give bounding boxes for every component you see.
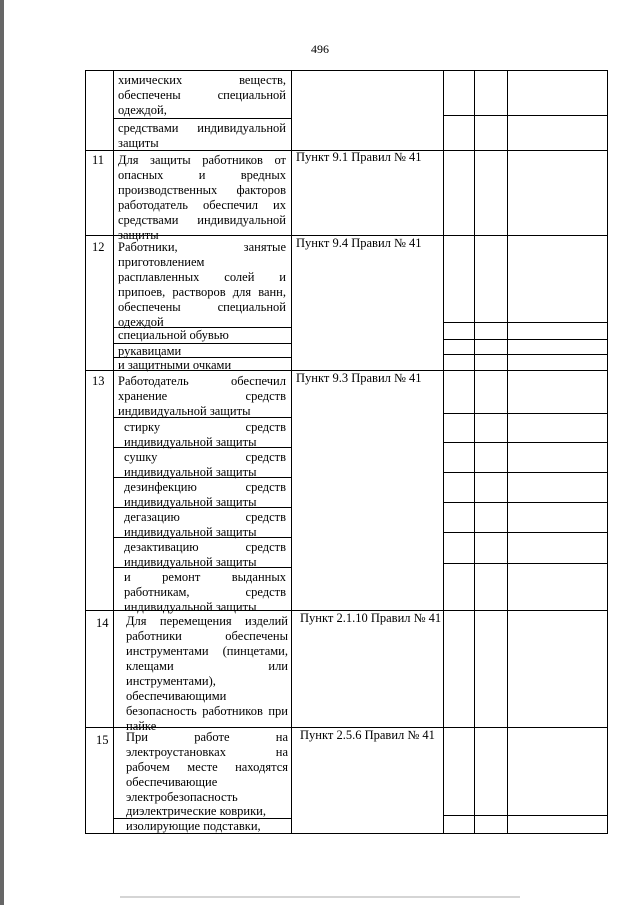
answer-separator <box>443 339 608 340</box>
row-text: стирку средств индивидуальной защиты <box>124 420 286 449</box>
row-number: 11 <box>92 153 105 167</box>
answer-separator <box>443 354 608 355</box>
row-text: специальной обувью <box>118 328 229 342</box>
answer-separator <box>443 815 608 816</box>
row-text: и защитными очками <box>118 358 232 372</box>
row-text: средствами индивидуальной защиты <box>118 121 286 150</box>
row-text: Для перемещения изделий работники обеспечены инструментами (пинцетами, клещами или инструментами), обеспечивающими безопасность работников при пайке <box>126 614 288 733</box>
answer-separator <box>443 322 608 323</box>
row-reference: Пункт 2.5.6 Правил № 41 <box>300 728 435 742</box>
row-reference: Пункт 2.1.10 Правил № 41 <box>300 611 442 625</box>
row-text: При работе на электроустановках на рабочем месте находятся обеспечивающие электробезопасность <box>126 730 288 804</box>
answer-separator <box>443 532 608 533</box>
answer-separator <box>443 442 608 443</box>
row-text: Для защиты работников от опасных и вредных производственных факторов работодатель обеспечил их средствами индивидуальной защиты <box>118 153 286 242</box>
answer-separator <box>443 115 608 116</box>
row-text: дезинфекцию средств индивидуальной защиты <box>124 480 286 509</box>
row-number: 13 <box>92 374 105 388</box>
row-text: дегазацию средств индивидуальной защиты <box>124 510 286 539</box>
page-number: 496 <box>311 42 329 56</box>
row-reference: Пункт 9.3 Правил № 41 <box>296 371 422 385</box>
col-divider-no <box>507 70 508 834</box>
row-reference: Пункт 9.4 Правил № 41 <box>296 236 422 250</box>
row-text: изолирующие подставки, <box>126 819 261 833</box>
row-text: дезактивацию средств индивидуальной защиты <box>124 540 286 569</box>
row-text: и ремонт выданных работникам, средств индивидуальной защиты <box>124 570 286 614</box>
scan-artifact <box>120 896 520 898</box>
row-text: диэлектрические коврики, <box>126 804 266 818</box>
row-text: Работники, занятые приготовлением расплавленных солей и припоев, растворов для ванн, обеспечены специальной одеждой <box>118 240 286 329</box>
row-number: 12 <box>92 240 105 254</box>
col-divider-ref <box>443 70 444 834</box>
row-reference: Пункт 9.1 Правил № 41 <box>296 150 422 164</box>
subrow-separator <box>113 118 291 119</box>
answer-separator <box>443 472 608 473</box>
col-divider-text <box>291 70 292 834</box>
scan-edge <box>0 0 4 905</box>
answer-separator <box>443 563 608 564</box>
answer-separator <box>443 413 608 414</box>
row-text: сушку средств индивидуальной защиты <box>124 450 286 479</box>
answer-separator <box>443 502 608 503</box>
row-number: 15 <box>96 733 109 747</box>
row-number: 14 <box>96 616 109 630</box>
row-text: рукавицами <box>118 344 182 358</box>
row-text: химических веществ, обеспечены специальной одеждой, <box>118 73 286 117</box>
col-divider-num <box>113 70 114 834</box>
row-text: Работодатель обеспечил хранение средств индивидуальной защиты <box>118 374 286 418</box>
col-divider-yes <box>474 70 475 834</box>
